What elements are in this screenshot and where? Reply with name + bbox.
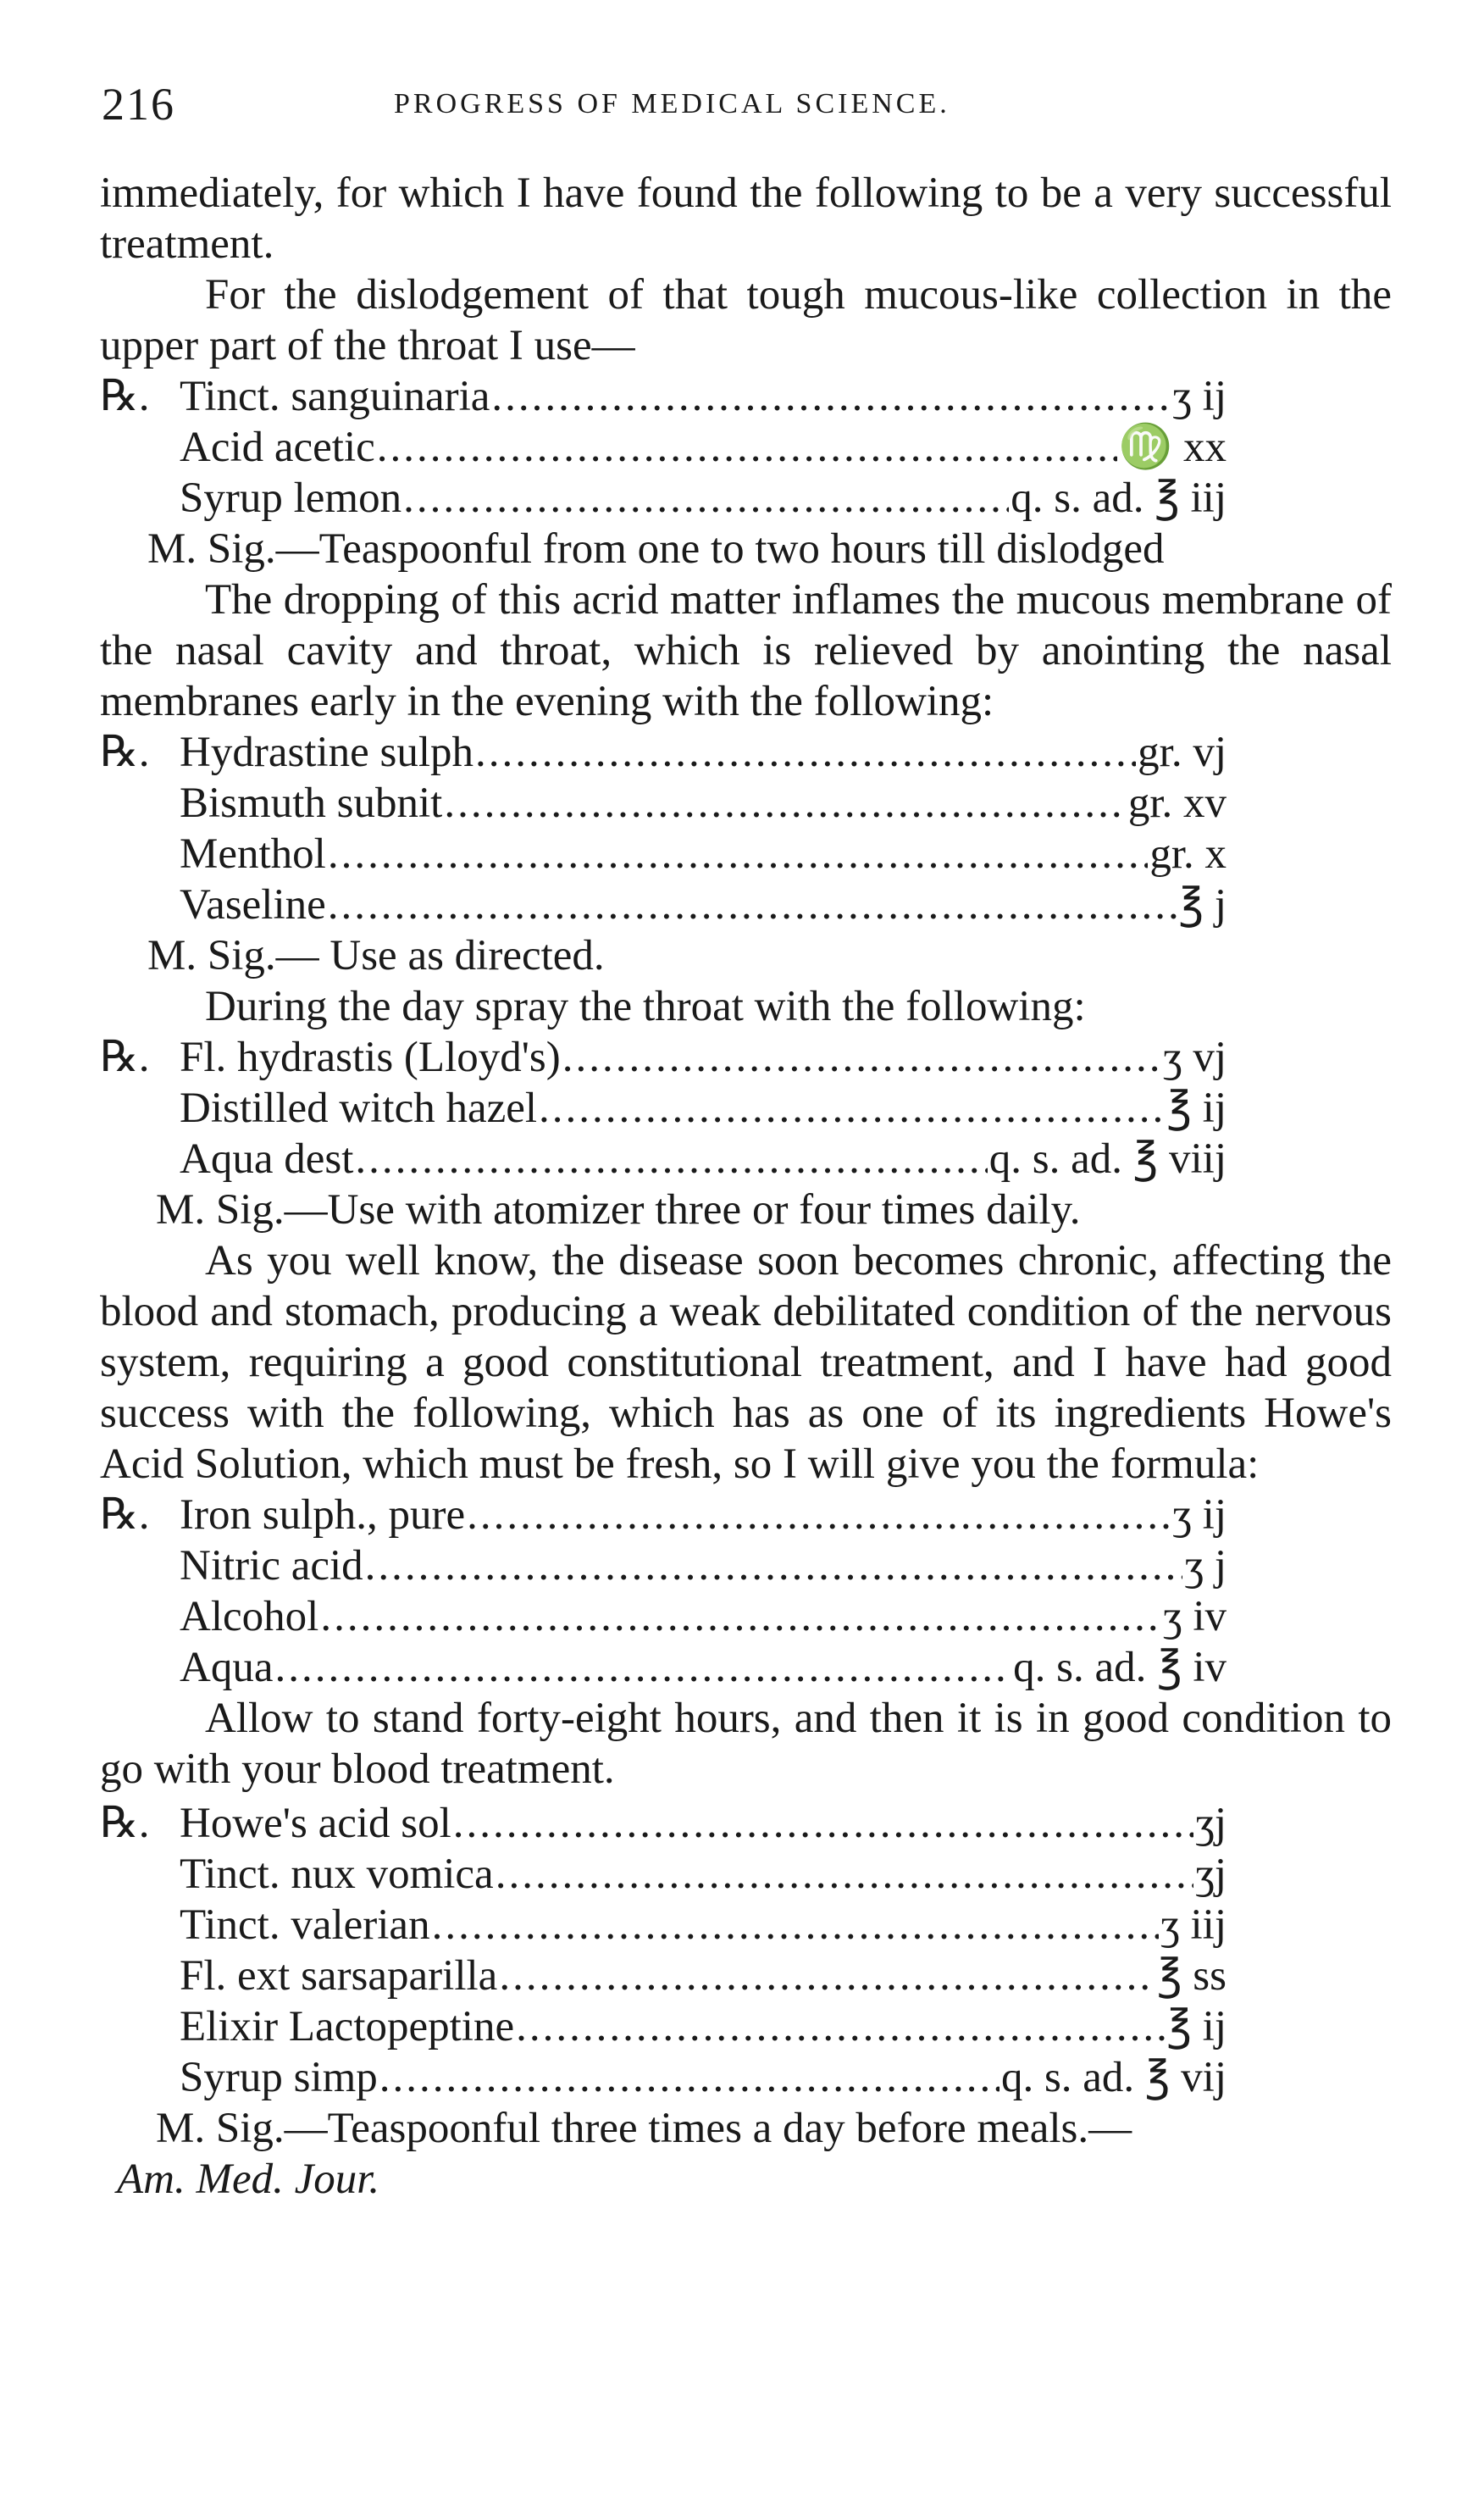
ingredient-dose: ʒ vj [1162, 1034, 1227, 1081]
ingredient-name: Aqua [180, 1644, 274, 1691]
ingredient-name: Fl. ext sarsaparilla [180, 1952, 498, 2000]
ingredient-dose: gr. vj [1138, 729, 1227, 776]
prescription-row [100, 1591, 1227, 1642]
ingredient-dose: ʒ iij [1160, 1901, 1227, 1949]
ingredient-name: Iron sulph., pure [180, 1491, 466, 1539]
prescription-row [100, 1490, 1227, 1540]
dot-leader [377, 422, 1117, 473]
dot-leader [444, 778, 1127, 829]
ingredient-name: Tinct. nux vomica [180, 1851, 494, 1898]
paragraph-spray: During the day spray the throat with the following: [205, 983, 1086, 1030]
ingredient-name: Elixir Lactopeptine [180, 2003, 515, 2050]
ingredient-name: Hydrastine sulph [180, 729, 474, 776]
ingredient-dose: ℥ ij [1166, 1085, 1227, 1132]
dot-leader [496, 1849, 1193, 1900]
ingredient-dose: ʒ ij [1172, 1491, 1227, 1539]
dot-leader [379, 2052, 999, 2103]
dot-leader [539, 1083, 1165, 1134]
ingredient-dose: gr. xv [1127, 780, 1227, 827]
ingredient-name: Fl. hydrastis (Lloyd's) [180, 1034, 561, 1081]
page-header [102, 78, 1398, 137]
ingredient-name: Menthol [180, 830, 326, 878]
ingredient-name: Acid acetic [180, 424, 375, 471]
ingredient-dose: ℥ ij [1166, 2003, 1227, 2050]
paragraph-dislodgement: For the dislodgement of that tough mucous-like collection in the upper part of the throat I use— [100, 271, 1392, 369]
prescription-row [100, 1032, 1227, 1083]
dot-leader [562, 1032, 1161, 1083]
prescription-row [100, 2001, 1227, 2052]
source-citation: Am. Med. Jour. [117, 2156, 380, 2203]
prescription-row [100, 1540, 1227, 1591]
paragraph-intro: immediately, for which I have found the following to be a very successful treatment. [100, 169, 1392, 268]
ingredient-name: Tinct. sanguinaria [180, 373, 490, 420]
prescription-row [100, 727, 1227, 778]
dot-leader [403, 473, 1009, 524]
ingredient-name: Syrup simp [180, 2054, 378, 2101]
prescription-5 [100, 1798, 1227, 2103]
recipe-symbol: ℞. [100, 729, 150, 776]
signa-instruction: M. Sig.—Teaspoonful from one to two hours till dislodged [147, 525, 1165, 573]
ingredient-dose: ʒ ij [1172, 373, 1227, 420]
dot-leader [499, 1950, 1155, 2001]
ingredient-name: Aqua dest [180, 1135, 354, 1183]
prescription-row [100, 1083, 1227, 1134]
prescription-row [100, 778, 1227, 829]
dot-leader [432, 1900, 1160, 1950]
paragraph-chronic: As you well know, the disease soon becomes chronic, affecting the blood and stomach, producing a weak debilitated condition of the nervous system, requiring a good constitutional treatment, and I have had good success with the following, which has as one of its ingredients Howe's Acid Solution, which must be fresh, so I will give you the formula: [100, 1237, 1392, 1488]
dot-leader [491, 371, 1171, 422]
prescription-row [100, 879, 1227, 930]
recipe-symbol: ℞. [100, 373, 150, 420]
recipe-symbol: ℞. [100, 1491, 150, 1539]
ingredient-name: Tinct. valerian [180, 1901, 430, 1949]
signa-instruction: M. Sig.—Use with atomizer three or four times daily. [156, 1186, 1081, 1234]
prescription-4 [100, 1490, 1227, 1693]
ingredient-name: Distilled witch hazel [180, 1085, 538, 1132]
prescription-row [100, 829, 1227, 879]
dot-leader [467, 1490, 1171, 1540]
ingredient-dose: ʒ iv [1162, 1593, 1227, 1640]
ingredient-dose: ♍ xx [1118, 424, 1227, 471]
recipe-symbol: ℞. [100, 1034, 150, 1081]
signa-instruction: M. Sig.—Teaspoonful three times a day before meals.— [156, 2105, 1132, 2152]
prescription-row [100, 1798, 1227, 1849]
ingredient-dose: ʒ j [1184, 1542, 1227, 1590]
dot-leader [355, 1134, 987, 1185]
page-number: 216 [102, 79, 175, 130]
ingredient-name: Nitric acid [180, 1542, 363, 1590]
ingredient-name: Vaseline [180, 881, 326, 929]
ingredient-dose: ʒj [1195, 1851, 1227, 1898]
prescription-row [100, 1134, 1227, 1185]
dot-leader [516, 2001, 1165, 2052]
prescription-row [100, 2052, 1227, 2103]
page-body [100, 168, 1392, 2205]
prescription-row [100, 1642, 1227, 1693]
ingredient-name: Howe's acid sol [180, 1800, 451, 1847]
dot-leader [328, 829, 1149, 879]
prescription-row [100, 422, 1227, 473]
ingredient-dose: gr. x [1149, 830, 1227, 878]
signa-instruction: M. Sig.— Use as directed. [147, 932, 605, 979]
prescription-row [100, 1950, 1227, 2001]
ingredient-dose: ℥ ss [1157, 1952, 1227, 2000]
ingredient-dose: q. s. ad. ℥ iv [1013, 1644, 1227, 1691]
ingredient-name: Syrup lemon [180, 474, 402, 522]
ingredient-dose: q. s. ad. ℥ iij [1011, 474, 1227, 522]
prescription-row [100, 1849, 1227, 1900]
ingredient-dose: ʒj [1195, 1800, 1227, 1847]
prescription-3 [100, 1032, 1227, 1185]
prescription-1 [100, 371, 1227, 524]
prescription-row [100, 371, 1227, 422]
ingredient-name: Bismuth subnit [180, 780, 443, 827]
paragraph-allow-to-stand: Allow to stand forty-eight hours, and then it is in good condition to go with your blood treatment. [100, 1695, 1392, 1793]
prescription-row [100, 1900, 1227, 1950]
dot-leader [274, 1642, 1011, 1693]
dot-leader [320, 1591, 1161, 1642]
dot-leader [453, 1798, 1193, 1849]
prescription-row [100, 473, 1227, 524]
dot-leader [475, 727, 1136, 778]
recipe-symbol: ℞. [100, 1800, 150, 1847]
prescription-2 [100, 727, 1227, 930]
ingredient-dose: q. s. ad. ℥ viij [988, 1135, 1227, 1183]
running-head: PROGRESS OF MEDICAL SCIENCE. [394, 88, 950, 119]
paragraph-nasal: The dropping of this acrid matter inflames the mucous membrane of the nasal cavity and throat, which is relieved by anointing the nasal membranes early in the evening with the following: [100, 576, 1392, 725]
dot-leader [365, 1540, 1183, 1591]
dot-leader [328, 879, 1177, 930]
ingredient-dose: ℥ j [1178, 881, 1227, 929]
ingredient-dose: q. s. ad. ℥ vij [1000, 2054, 1227, 2101]
ingredient-name: Alcohol [180, 1593, 319, 1640]
